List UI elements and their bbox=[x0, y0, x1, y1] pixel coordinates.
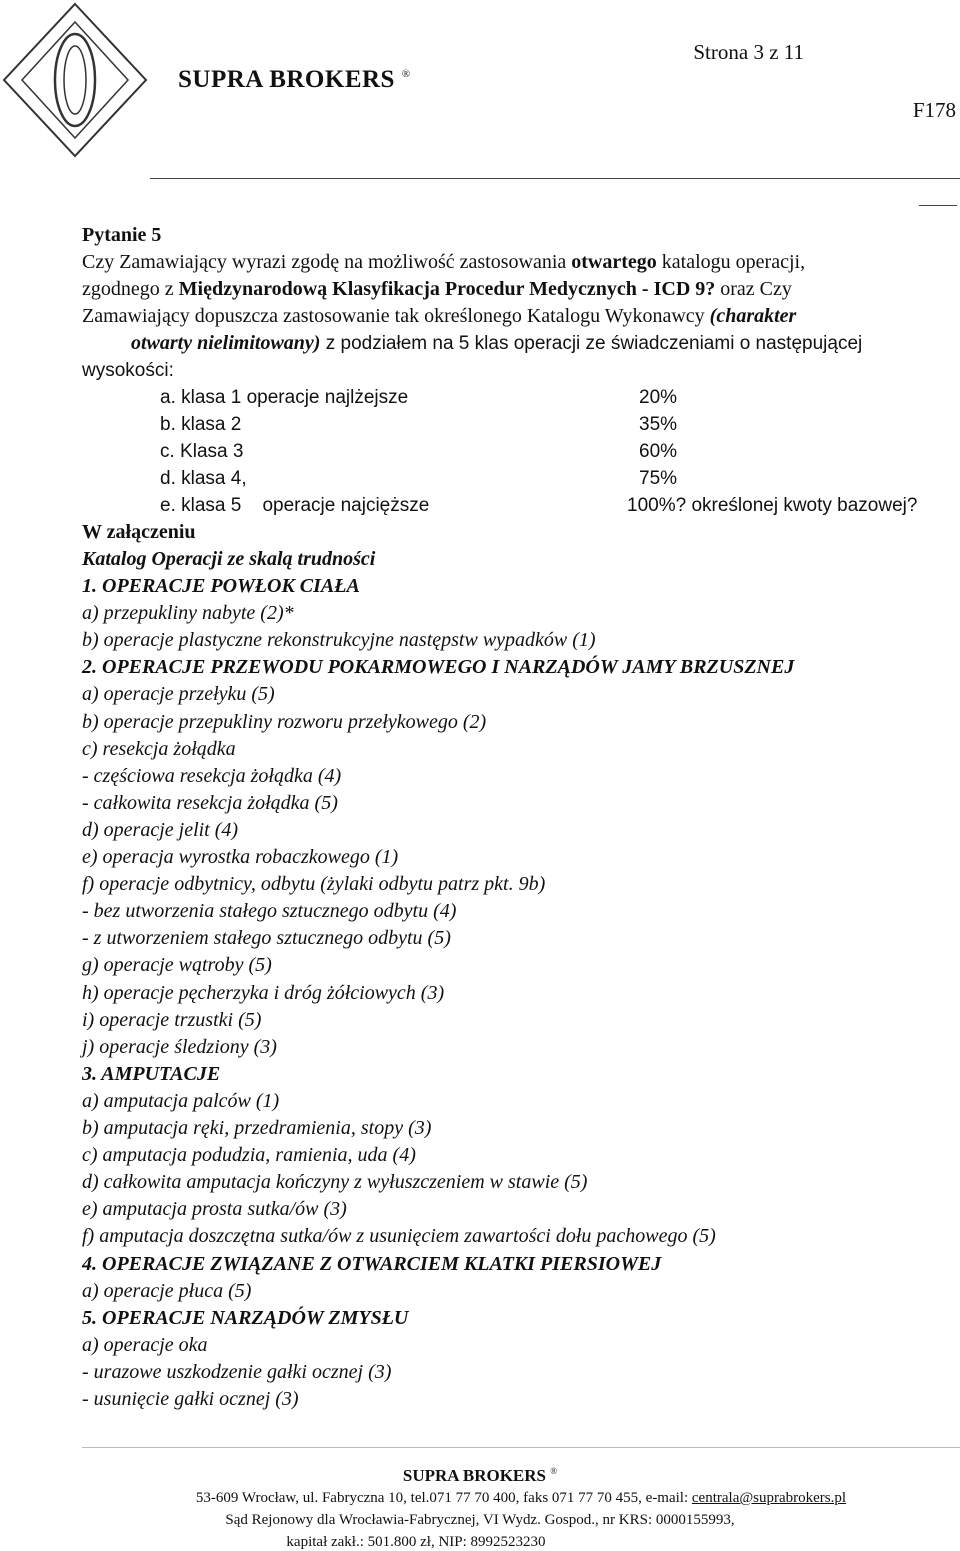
brand-name: SUPRA BROKERS ® bbox=[178, 66, 411, 93]
catalog-item: e) amputacja prosta sutka/ów (3) bbox=[82, 1198, 347, 1221]
header-divider bbox=[150, 178, 960, 179]
footer-capital: kapitał zakł.: 501.800 zł, NIP: 8992523230 bbox=[286, 1534, 546, 1550]
footer-email-link[interactable]: centrala@suprabrokers.pl bbox=[691, 1490, 847, 1506]
class-value: 75% bbox=[639, 468, 678, 489]
catalog-item: - bez utworzenia stałego sztucznego odbytu (4) bbox=[82, 900, 457, 923]
footer-brand: SUPRA BROKERS ® bbox=[402, 1466, 558, 1485]
class-value: 100%? określonej kwoty bazowej? bbox=[627, 495, 918, 516]
footer-address: 53-609 Wrocław, ul. Fabryczna 10, tel.071 77 70 400, faks 071 77 70 455, e-mail: centrala@suprabrokers.pl bbox=[195, 1490, 847, 1506]
catalog-item: - z utworzeniem stałego sztucznego odbytu (5) bbox=[82, 927, 451, 950]
catalog-item: a) amputacja palców (1) bbox=[82, 1089, 280, 1112]
catalog-item: c) resekcja żołądka bbox=[82, 737, 236, 760]
catalog-item: b) amputacja ręki, przedramienia, stopy (3) bbox=[82, 1117, 432, 1139]
class-label: b. klasa 2 bbox=[160, 414, 242, 435]
page-indicator: Strona 3 z 11 bbox=[693, 40, 804, 64]
question-line: otwarty nielimitowany) z podziałem na 5 klas operacji ze świadczeniami o następującej bbox=[131, 332, 863, 354]
brand-logo-icon bbox=[0, 0, 150, 160]
footer-divider bbox=[82, 1447, 960, 1448]
question-line: zgodnego z Międzynarodową Klasyfikacja Procedur Medycznych - ICD 9? oraz Czy bbox=[82, 278, 792, 300]
footer-court: Sąd Rejonowy dla Wrocławia-Fabrycznej, VI Wydz. Gospod., nr KRS: 0000155993, bbox=[225, 1512, 735, 1528]
catalog-item: e) operacja wyrostka robaczkowego (1) bbox=[82, 846, 399, 868]
class-label: d. klasa 4, bbox=[160, 468, 247, 489]
attachment-heading: W załączeniu bbox=[82, 521, 196, 543]
catalog-item: b) operacje przepukliny rozworu przełykowego (2) bbox=[82, 710, 487, 733]
catalog-item: a) operacje oka bbox=[82, 1333, 208, 1356]
document-code: F178 bbox=[912, 98, 956, 122]
class-value: 20% bbox=[639, 387, 678, 408]
catalog-section-heading: 3. AMPUTACJE bbox=[82, 1062, 221, 1085]
catalog-item: a) przepukliny nabyte (2)* bbox=[82, 602, 294, 625]
class-value: 60% bbox=[639, 441, 678, 462]
catalog-section-heading: 2. OPERACJE PRZEWODU POKARMOWEGO I NARZĄDÓW JAMY BRZUSZNEJ bbox=[82, 656, 795, 679]
short-divider bbox=[919, 205, 957, 206]
catalog-item: c) amputacja podudzia, ramienia, uda (4) bbox=[82, 1144, 416, 1167]
class-label: c. Klasa 3 bbox=[160, 441, 244, 462]
catalog-title: Katalog Operacji ze skalą trudności bbox=[82, 548, 376, 570]
catalog-section-heading: 1. OPERACJE POWŁOK CIAŁA bbox=[82, 575, 360, 597]
catalog-item: - urazowe uszkodzenie gałki ocznej (3) bbox=[82, 1360, 392, 1383]
catalog-item: f) amputacja doszczętna sutka/ów z usunięciem zawartości dołu pachowego (5) bbox=[82, 1225, 716, 1248]
question-line: wysokości: bbox=[82, 360, 174, 381]
catalog-item: - częściowa resekcja żołądka (4) bbox=[82, 764, 342, 787]
catalog-item: - całkowita resekcja żołądka (5) bbox=[82, 791, 338, 814]
catalog-item: d) całkowita amputacja kończyny z wyłuszczeniem w stawie (5) bbox=[82, 1171, 588, 1194]
question-title: Pytanie 5 bbox=[82, 224, 162, 246]
catalog-item: b) operacje plastyczne rekonstrukcyjne następstw wypadków (1) bbox=[82, 629, 596, 652]
catalog-item: g) operacje wątroby (5) bbox=[82, 954, 272, 977]
catalog-item: a) operacje płuca (5) bbox=[82, 1279, 252, 1302]
class-label: e. klasa 5 operacje najcięższe bbox=[160, 495, 430, 516]
catalog-item: a) operacje przełyku (5) bbox=[82, 683, 275, 706]
class-label: a. klasa 1 operacje najlżejsze bbox=[160, 387, 409, 408]
catalog-item: - usunięcie gałki ocznej (3) bbox=[82, 1388, 299, 1410]
question-line: Czy Zamawiający wyrazi zgodę na możliwość zastosowania otwartego katalogu operacji, bbox=[82, 251, 806, 273]
catalog-section-heading: 5. OPERACJE NARZĄDÓW ZMYSŁU bbox=[82, 1306, 409, 1329]
catalog-item: d) operacje jelit (4) bbox=[82, 818, 239, 841]
catalog-item: i) operacje trzustki (5) bbox=[82, 1008, 262, 1031]
question-line: Zamawiający dopuszcza zastosowanie tak określonego Katalogu Wykonawcy (charakter bbox=[82, 305, 797, 327]
catalog-section-heading: 4. OPERACJE ZWIĄZANE Z OTWARCIEM KLATKI PIERSIOWEJ bbox=[82, 1252, 662, 1275]
catalog-item: j) operacje śledziony (3) bbox=[82, 1035, 277, 1058]
catalog-item: h) operacje pęcherzyka i dróg żółciowych (3) bbox=[82, 981, 445, 1004]
catalog-item: f) operacje odbytnicy, odbytu (żylaki odbytu patrz pkt. 9b) bbox=[82, 873, 546, 896]
class-value: 35% bbox=[639, 414, 678, 435]
